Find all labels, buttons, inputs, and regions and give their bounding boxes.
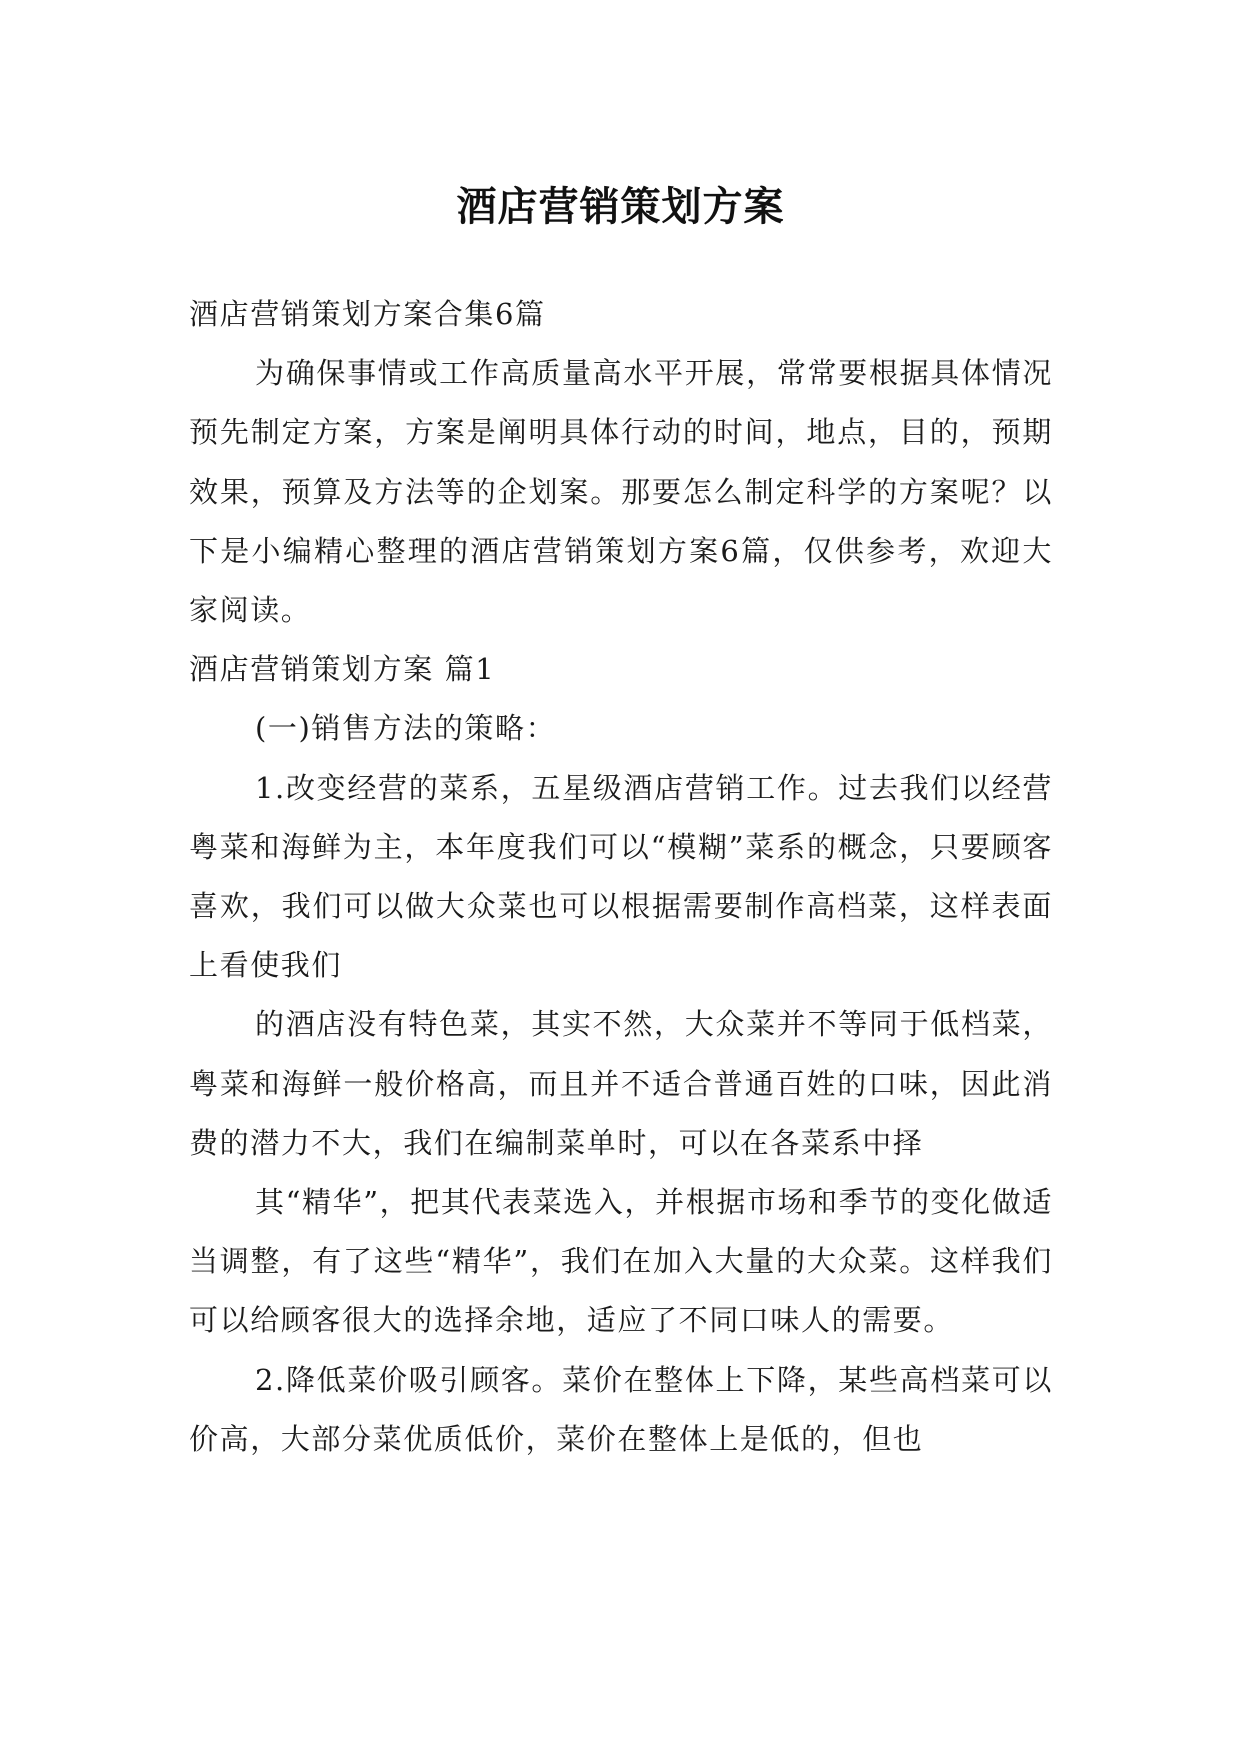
collection-heading: 酒店营销策划方案合集6篇 bbox=[189, 297, 546, 331]
document-title: 酒店营销策划方案 bbox=[456, 183, 785, 230]
body-paragraph: 1.改变经营的菜系，五星级酒店营销工作。过去我们以经营粤菜和海鲜为主，本年度我们可以“模糊”菜系的概念，只要顾客喜欢，我们可以做大众菜也可以根据需要制作高档菜，这样表面上看使我们 bbox=[189, 770, 1053, 983]
intro-paragraph: 为确保事情或工作高质量高水平开展，常常要根据具体情况预先制定方案，方案是阐明具体行动的时间，地点，目的，预期效果，预算及方法等的企划案。那要怎么制定科学的方案呢？以下是小编精心整理的酒店营销策划方案6篇，仅供参考，欢迎大家阅读。 bbox=[189, 356, 1053, 628]
document-body bbox=[189, 285, 1053, 1469]
body-paragraph: 的酒店没有特色菜，其实不然，大众菜并不等同于低档菜，粤菜和海鲜一般价格高，而且并不适合普通百姓的口味，因此消费的潜力不大，我们在编制菜单时，可以在各菜系中择 bbox=[189, 1007, 1053, 1160]
section-heading: 酒店营销策划方案 篇1 bbox=[189, 652, 496, 687]
subsection-heading: (一)销售方法的策略： bbox=[255, 711, 557, 746]
body-paragraph: 2.降低菜价吸引顾客。菜价在整体上下降，某些高档菜可以价高，大部分菜优质低价，菜价在整体上是低的，但也 bbox=[189, 1362, 1053, 1456]
body-paragraph: 其“精华”，把其代表菜选入，并根据市场和季节的变化做适当调整，有了这些“精华”，我们在加入大量的大众菜。这样我们可以给顾客很大的选择余地，适应了不同口味人的需要。 bbox=[189, 1185, 1053, 1338]
